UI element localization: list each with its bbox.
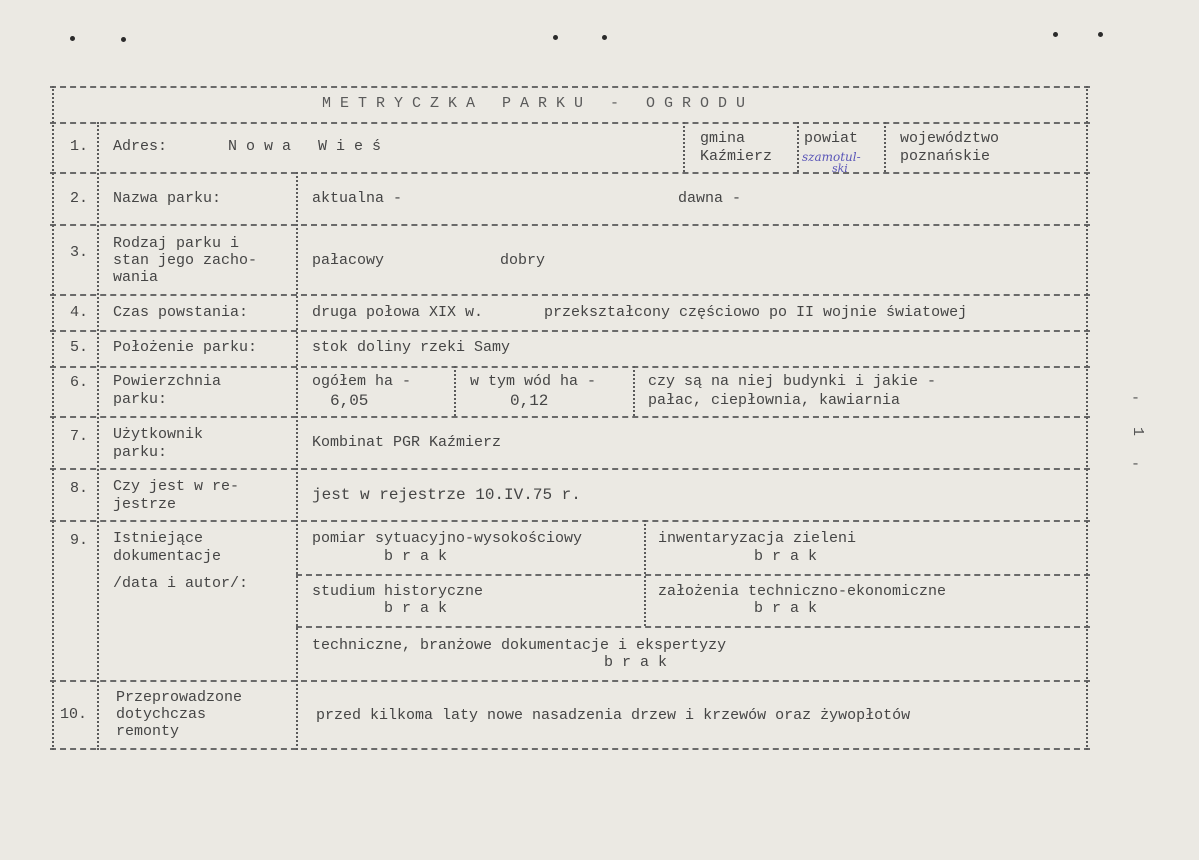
rule bbox=[884, 122, 886, 172]
greenery-inventory-value: brak bbox=[754, 548, 827, 565]
row-number: 9. bbox=[70, 532, 89, 549]
margin-dash-top: - bbox=[1131, 390, 1141, 407]
margin-page-number: 1 bbox=[1129, 426, 1147, 437]
transformation-value: przekształcony częściowo po II wojnie światowej bbox=[544, 304, 968, 321]
documentation-label-line1: Istniejące bbox=[113, 530, 204, 547]
user-label-line2: parku: bbox=[113, 444, 168, 461]
documentation-label-line3: /data i autor/: bbox=[113, 575, 249, 592]
row-number: 10. bbox=[60, 706, 88, 723]
park-name-label: Nazwa parku: bbox=[113, 190, 222, 207]
row-number: 6. bbox=[70, 374, 89, 391]
repairs-label-line1: Przeprowadzone bbox=[116, 689, 243, 706]
area-label-line1: Powierzchnia bbox=[113, 373, 222, 390]
user-value: Kombinat PGR Kaźmierz bbox=[312, 434, 502, 451]
rule bbox=[50, 680, 1090, 682]
rule bbox=[683, 122, 685, 172]
water-area-value: 0,12 bbox=[510, 392, 549, 410]
rule bbox=[633, 366, 635, 416]
rule bbox=[50, 520, 1090, 522]
rule bbox=[97, 122, 99, 750]
rule bbox=[797, 122, 799, 172]
row-number: 5. bbox=[70, 339, 89, 356]
punch-hole bbox=[1098, 32, 1103, 37]
location-value: stok doliny rzeki Samy bbox=[312, 339, 511, 356]
register-value: jest w rejestrze 10.IV.75 r. bbox=[312, 486, 581, 504]
water-area-label: w tym wód ha - bbox=[470, 373, 597, 390]
powiat-label: powiat bbox=[804, 130, 859, 147]
row-number: 3. bbox=[70, 244, 89, 261]
rule bbox=[50, 330, 1090, 332]
row-number: 2. bbox=[70, 190, 89, 207]
documentation-label-line2: dokumentacje bbox=[113, 548, 222, 565]
powiat-value-handwritten: szamotul- bbox=[802, 150, 861, 164]
form-title: METRYCZKA PARKU - OGRODU bbox=[322, 95, 755, 112]
punch-hole bbox=[121, 37, 126, 42]
tech-econ-value: brak bbox=[754, 600, 827, 617]
rule bbox=[50, 122, 1090, 124]
park-name-former: dawna - bbox=[678, 190, 742, 207]
wojewodztwo-value: poznańskie bbox=[900, 148, 991, 165]
user-label-line1: Użytkownik bbox=[113, 426, 204, 443]
punch-hole bbox=[602, 35, 607, 40]
rule bbox=[50, 224, 1090, 226]
rule bbox=[454, 366, 456, 416]
margin-dash-bottom: - bbox=[1131, 456, 1141, 473]
area-label-line2: parku: bbox=[113, 391, 168, 408]
gmina-value: Kaźmierz bbox=[700, 148, 773, 165]
punch-hole bbox=[70, 36, 75, 41]
address-label: Adres: bbox=[113, 138, 168, 155]
row-number: 7. bbox=[70, 428, 89, 445]
punch-hole bbox=[553, 35, 558, 40]
address-value: Nowa Wieś bbox=[228, 138, 391, 155]
repairs-value: przed kilkoma laty nowe nasadzenia drzew i krzewów oraz żywopłotów bbox=[316, 707, 911, 724]
register-label-line2: jestrze bbox=[113, 496, 177, 513]
rule bbox=[50, 366, 1090, 368]
rule bbox=[1086, 86, 1088, 750]
rule bbox=[50, 86, 1090, 88]
powiat-value-handwritten-cont: ski bbox=[832, 162, 848, 175]
creation-time-label: Czas powstania: bbox=[113, 304, 249, 321]
gmina-label: gmina bbox=[700, 130, 746, 147]
repairs-label-line3: remonty bbox=[116, 723, 180, 740]
repairs-label-line2: dotychczas bbox=[116, 706, 207, 723]
rule bbox=[50, 416, 1090, 418]
park-type-label-line3: wania bbox=[113, 269, 159, 286]
rule bbox=[50, 172, 1090, 174]
location-label: Położenie parku: bbox=[113, 339, 258, 356]
park-type-label-line1: Rodzaj parku i bbox=[113, 235, 240, 252]
historical-study-value: brak bbox=[384, 600, 457, 617]
total-area-label: ogółem ha - bbox=[312, 373, 412, 390]
rule bbox=[50, 468, 1090, 470]
rule bbox=[50, 294, 1090, 296]
rule bbox=[296, 574, 1090, 576]
park-type-value: pałacowy bbox=[312, 252, 385, 269]
buildings-value: pałac, ciepłownia, kawiarnia bbox=[648, 392, 901, 409]
rule bbox=[296, 172, 298, 750]
rule bbox=[644, 520, 646, 626]
technical-docs-label: techniczne, branżowe dokumentacje i ekspertyzy bbox=[312, 637, 727, 654]
row-number: 4. bbox=[70, 304, 89, 321]
tech-econ-label: założenia techniczno-ekonomiczne bbox=[658, 583, 947, 600]
punch-hole bbox=[1053, 32, 1058, 37]
greenery-inventory-label: inwentaryzacja zieleni bbox=[658, 530, 857, 547]
rule bbox=[50, 748, 1090, 750]
park-name-current: aktualna - bbox=[312, 190, 403, 207]
metryczka-form bbox=[50, 86, 1090, 751]
park-type-label-line2: stan jego zacho- bbox=[113, 252, 258, 269]
creation-time-value: druga połowa XIX w. bbox=[312, 304, 484, 321]
total-area-value: 6,05 bbox=[330, 392, 369, 410]
wojewodztwo-label: województwo bbox=[900, 130, 1000, 147]
row-number: 8. bbox=[70, 480, 89, 497]
technical-docs-value: brak bbox=[604, 654, 677, 671]
buildings-label: czy są na niej budynki i jakie - bbox=[648, 373, 937, 390]
rule bbox=[296, 626, 1090, 628]
register-label-line1: Czy jest w re- bbox=[113, 478, 240, 495]
survey-doc-value: brak bbox=[384, 548, 457, 565]
survey-doc-label: pomiar sytuacyjno-wysokościowy bbox=[312, 530, 583, 547]
row-number: 1. bbox=[70, 138, 89, 155]
rule bbox=[52, 86, 54, 750]
historical-study-label: studium historyczne bbox=[312, 583, 484, 600]
park-condition-value: dobry bbox=[500, 252, 546, 269]
